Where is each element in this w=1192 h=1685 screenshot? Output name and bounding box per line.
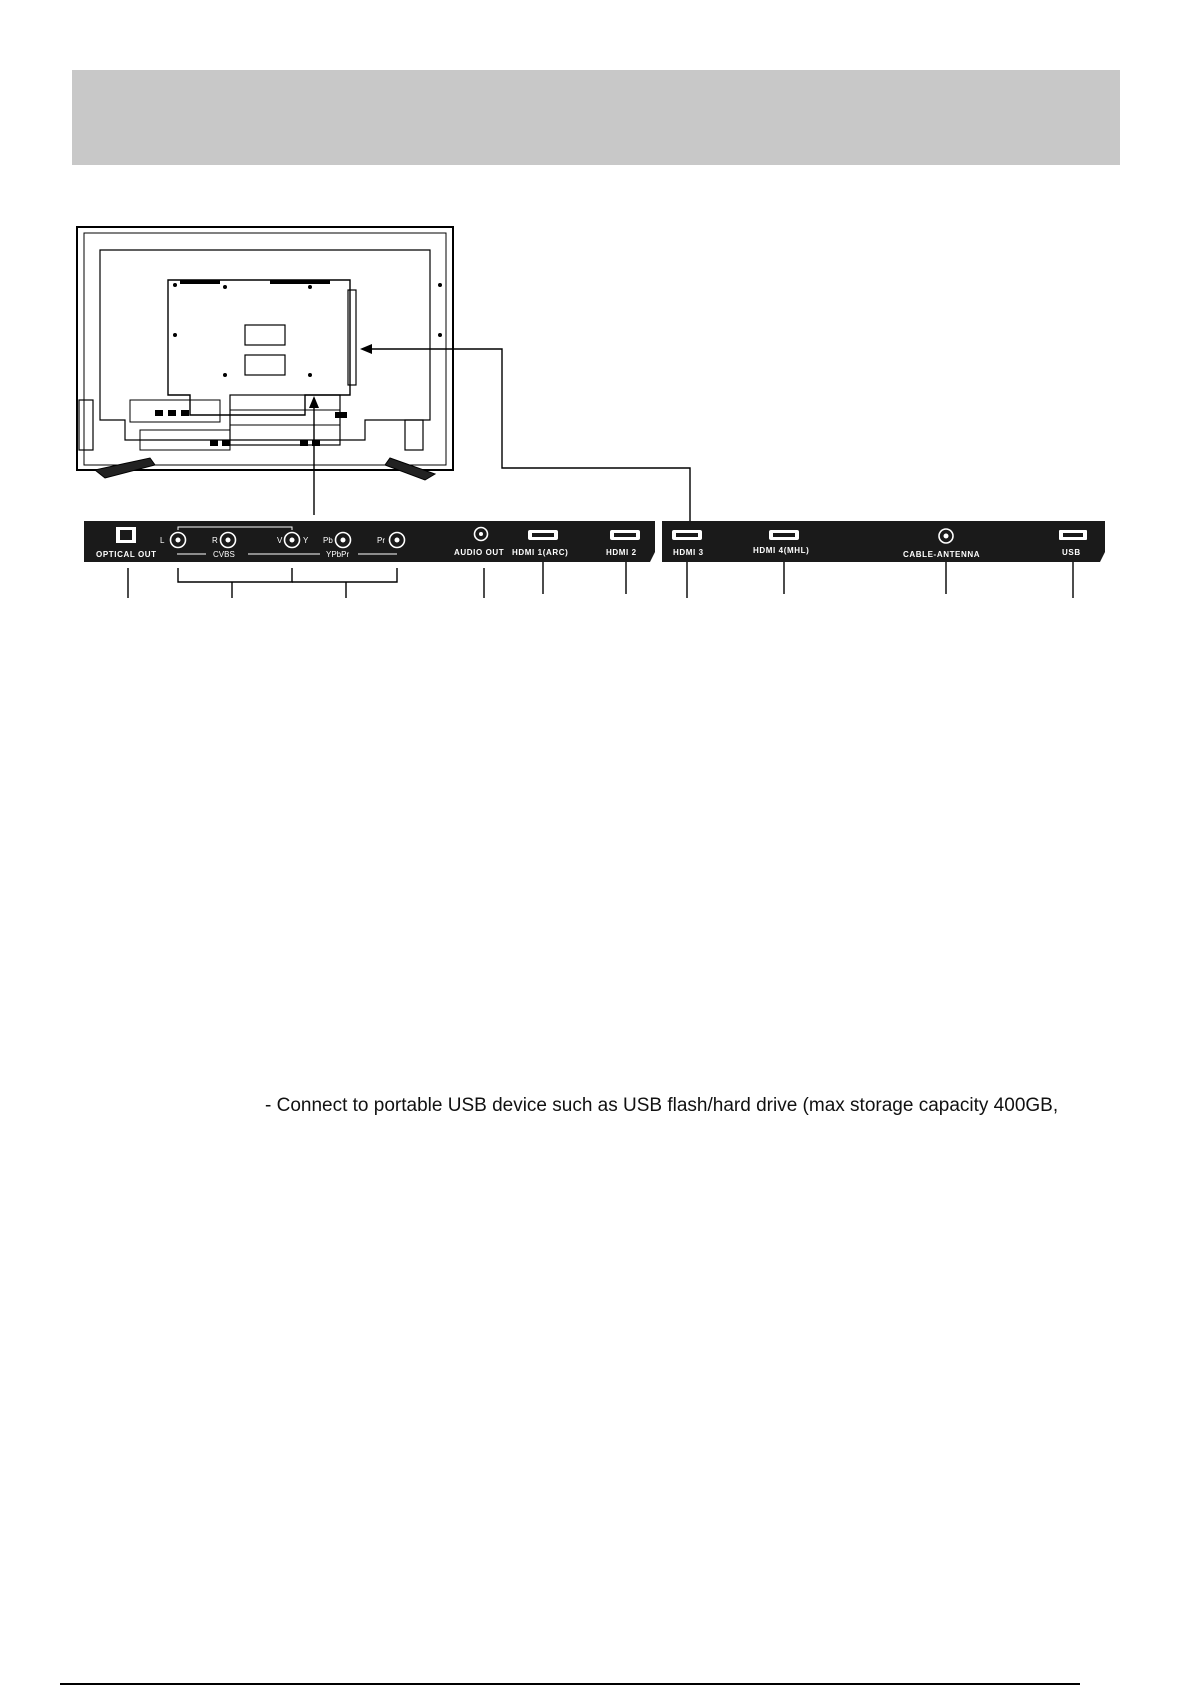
tv-rear-illustration <box>77 227 453 480</box>
side-connector-strip <box>348 290 356 385</box>
cvbs-group-label: CVBS <box>213 550 235 559</box>
jack-pr-label: Pr <box>377 536 385 545</box>
hdmi1-label: HDMI 1(ARC) <box>512 548 569 557</box>
pointer-lines <box>314 349 690 521</box>
jack-y-label: Y <box>303 536 309 545</box>
usb-label: USB <box>1062 548 1081 557</box>
audio-out-label: AUDIO OUT <box>454 548 505 557</box>
tv-rear-diagram <box>0 0 1192 620</box>
lower-connector-block <box>230 395 340 445</box>
hdmi4-label: HDMI 4(MHL) <box>753 546 810 555</box>
arrow-head-bottom <box>309 396 319 408</box>
jack-v-label: V <box>277 536 283 545</box>
left-stand <box>95 458 155 478</box>
hdmi2-label: HDMI 2 <box>606 548 637 557</box>
jack-pb-label: Pb <box>323 536 333 545</box>
hdmi3-label: HDMI 3 <box>673 548 704 557</box>
label-box-1 <box>245 325 285 345</box>
jack-r-label: R <box>212 536 218 545</box>
callout-ticks <box>128 562 1073 598</box>
jack-l-label: L <box>160 536 165 545</box>
ypbpr-group-label: YPbPr <box>326 550 350 559</box>
left-connector-panel <box>84 521 655 562</box>
arrow-head-side <box>360 344 372 354</box>
cable-antenna-label: CABLE-ANTENNA <box>903 550 981 559</box>
usb-description: - Connect to portable USB device such as USB flash/hard drive (max storage capacity 400GB, <box>265 1095 1059 1116</box>
optical-out-label: OPTICAL OUT <box>96 550 157 559</box>
label-box-2 <box>245 355 285 375</box>
arrow-to-side-inputs <box>368 349 690 521</box>
right-connector-panel <box>662 521 1105 562</box>
